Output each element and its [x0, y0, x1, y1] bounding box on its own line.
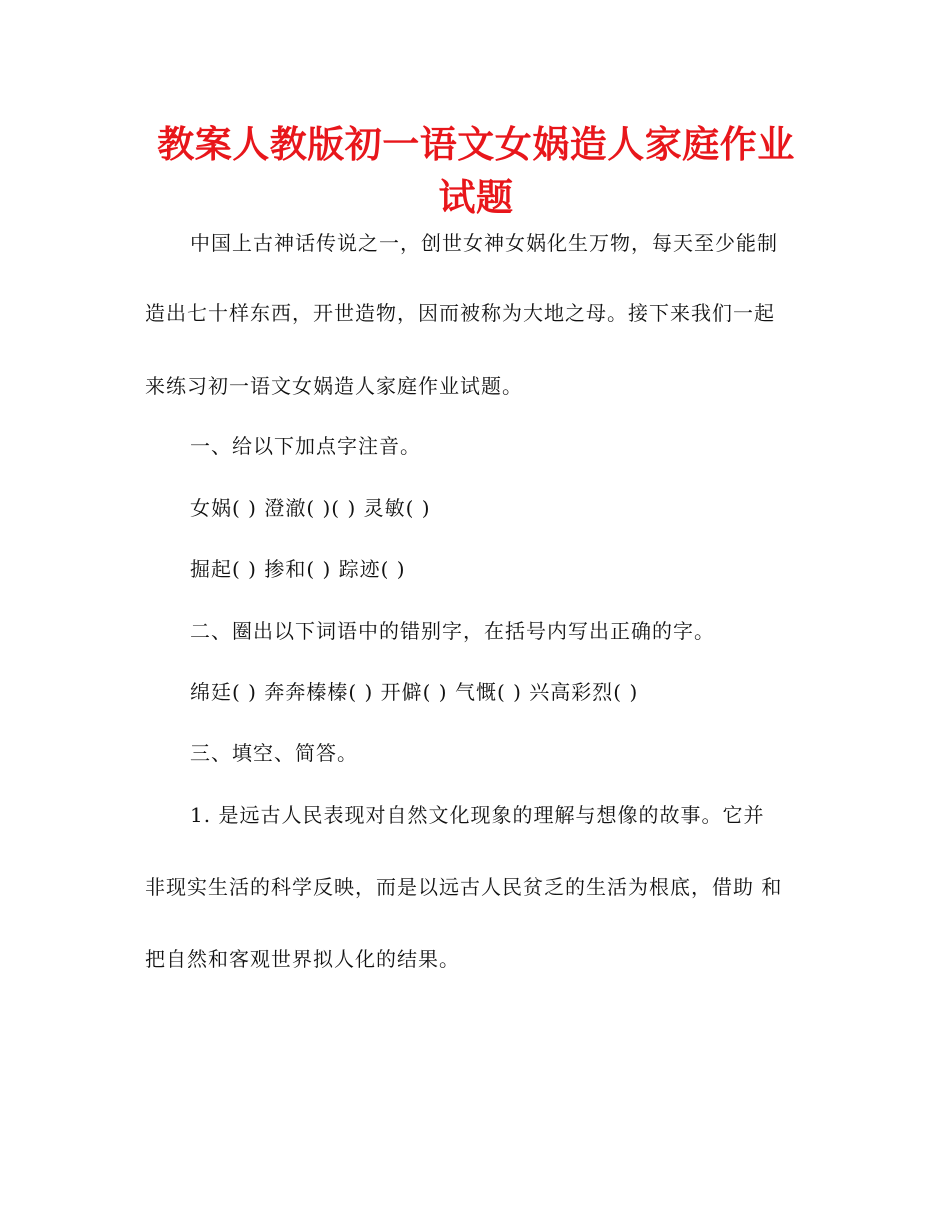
question-1-line-2: 非现实生活的科学反映，而是以远古人民贫乏的生活为根底，借助 和 [145, 875, 783, 899]
question-1-line-1: 1. 是远古人民表现对自然文化现象的理解与想像的故事。它并 [190, 803, 765, 827]
intro-paragraph-line-2: 造出七十样东西，开世造物，因而被称为大地之母。接下来我们一起 [145, 301, 775, 325]
section-2-items-row: 绵廷( ) 奔奔榛榛( ) 开僻( ) 气慨( ) 兴高彩烈( ) [190, 680, 639, 704]
document-title: 教案人教版初一语文女娲造人家庭作业试题 [157, 123, 795, 219]
section-3-heading: 三、填空、简答。 [190, 741, 358, 765]
question-1-line-3: 把自然和客观世界拟人化的结果。 [145, 947, 460, 971]
section-2-heading: 二、圈出以下词语中的错别字，在括号内写出正确的字。 [190, 619, 715, 643]
section-1-heading: 一、给以下加点字注音。 [190, 434, 421, 458]
intro-paragraph-line-3: 来练习初一语文女娲造人家庭作业试题。 [145, 374, 523, 398]
section-1-items-row-1: 女娲( ) 澄澈( )( ) 灵敏( ) [190, 496, 431, 520]
intro-paragraph-line-1: 中国上古神话传说之一，创世女神女娲化生万物，每天至少能制 [190, 231, 778, 255]
section-1-items-row-2: 掘起( ) 掺和( ) 踪迹( ) [190, 557, 406, 581]
